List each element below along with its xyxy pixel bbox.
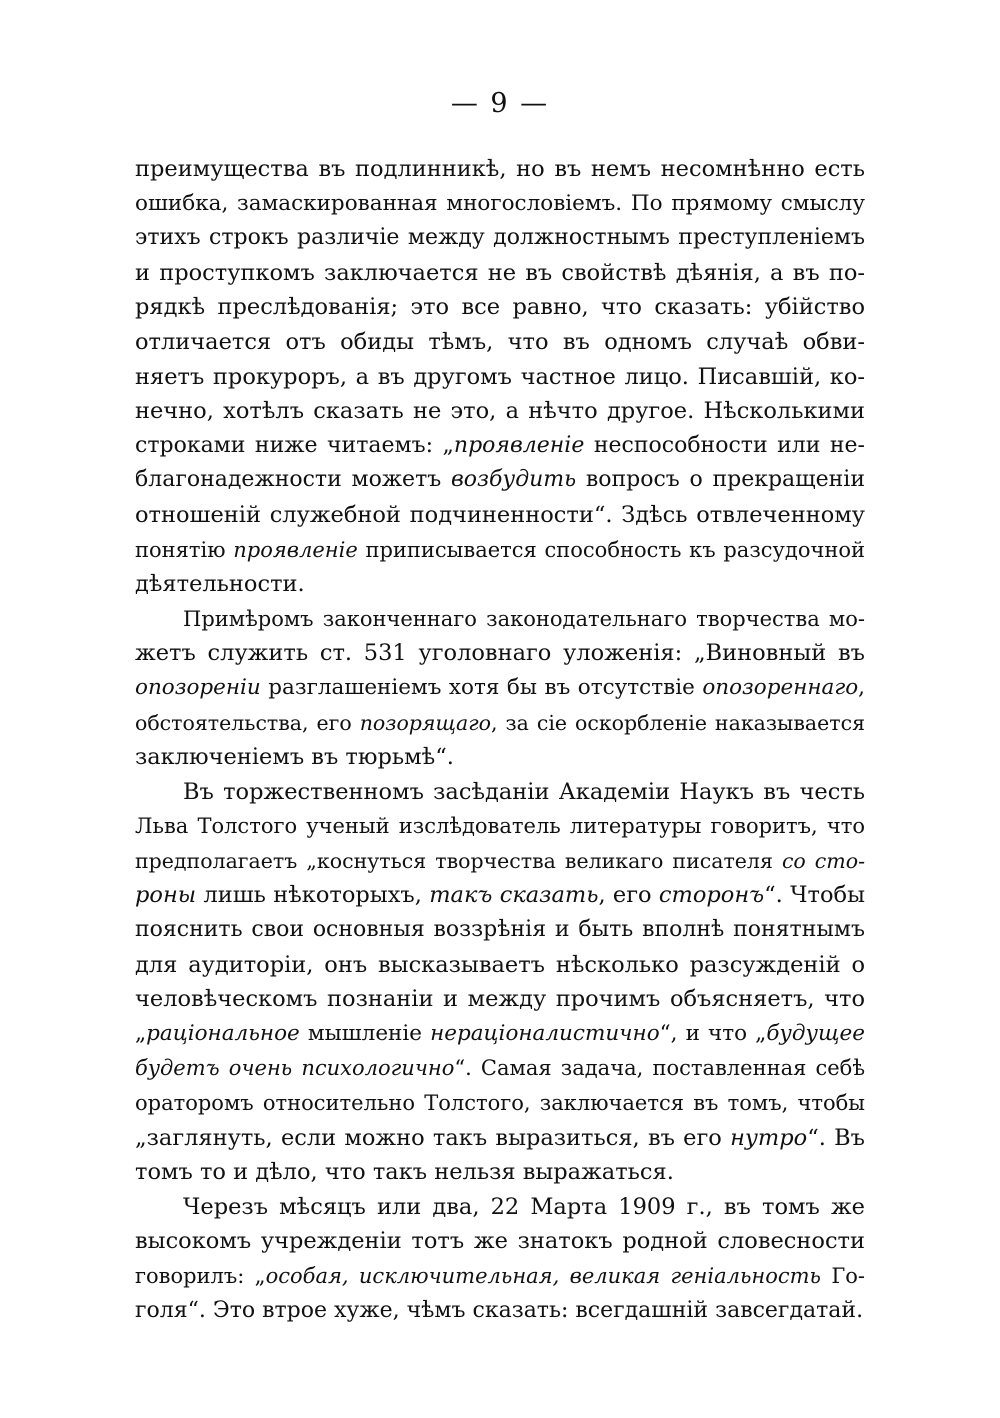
text-line: [135, 982, 865, 1017]
text-line: [135, 1121, 865, 1156]
text-span: нечно, хотѣлъ сказать не это, а нѣчто другое. Нѣсколькими: [135, 398, 865, 425]
text-span: “. Самая задача, поставленная себѣ: [454, 1056, 865, 1081]
text-span: высокомъ учрежденіи тотъ же знатокъ родной словесности: [135, 1228, 865, 1255]
italic-text: будетъ очень психологично: [135, 1056, 455, 1081]
text-line: [135, 567, 865, 602]
italic-text: опозореннаго: [702, 674, 859, 700]
text-span: предполагаетъ „коснуться творчества великаго писателя: [135, 848, 782, 873]
text-line: [135, 602, 865, 637]
text-line: [135, 290, 865, 325]
text-line: [135, 187, 865, 222]
page-number: — 9 —: [450, 88, 550, 119]
italic-text: возбудить: [450, 467, 577, 493]
text-span: пояснить свои основныя воззрѣнія и быть вполнѣ понятнымъ: [135, 917, 865, 943]
text-span: человѣческомъ познаніи и между прочимъ объясняетъ, что: [135, 986, 865, 1013]
text-span: , его: [598, 882, 659, 909]
text-span: дѣятельности.: [135, 571, 305, 598]
text-span: разглашеніемъ хотя бы въ отсутствіе: [260, 674, 703, 700]
text-line: [135, 706, 865, 741]
text-line: [135, 948, 865, 983]
text-line: [135, 1259, 865, 1294]
text-line: [135, 1086, 865, 1121]
text-line: [135, 913, 865, 948]
text-span: заключеніемъ въ тюрьмѣ“.: [135, 744, 454, 771]
italic-text: особая, исключительная, великая геніальность: [265, 1264, 821, 1288]
text-span: томъ то и дѣло, что такъ нельзя выражаться.: [135, 1159, 674, 1186]
text-line: [135, 671, 865, 706]
text-line: [135, 1224, 865, 1259]
text-span: Го-: [820, 1264, 865, 1288]
text-span: строками ниже читаемъ: „: [135, 432, 454, 458]
italic-text: проявленіе: [453, 432, 585, 458]
text-span: Примѣромъ законченнаго законодательнаго творчества мо-: [183, 606, 865, 631]
body-text: [135, 152, 865, 1328]
italic-text: проявленіе: [233, 537, 358, 562]
text-span: “. Чтобы: [764, 882, 865, 909]
text-line: [135, 325, 865, 360]
italic-text: опозореніи: [135, 674, 261, 700]
text-span: вопросъ о прекращеніи: [576, 467, 865, 493]
text-line: [135, 1155, 865, 1190]
text-span: няетъ прокуроръ, а въ другомъ частное лицо. Писавшій, ко-: [135, 363, 865, 390]
text-line: [135, 1051, 865, 1086]
text-line: [135, 221, 865, 256]
italic-text: позорящаго: [359, 710, 491, 735]
text-line: [135, 256, 865, 291]
text-span: для аудиторіи, онъ высказываетъ нѣсколько разсужденій о: [135, 951, 865, 978]
italic-text: раціональное: [146, 1020, 300, 1046]
text-span: , за сіе оскорбленіе наказывается: [490, 710, 865, 735]
text-span: Черезъ мѣсяцъ или два, 22 Марта 1909 г., въ томъ же: [183, 1193, 865, 1220]
italic-text: будущее: [766, 1020, 865, 1046]
text-line: [135, 429, 865, 464]
text-line: [135, 740, 865, 775]
italic-text: роны: [135, 882, 197, 909]
italic-text: нутро: [730, 1124, 808, 1151]
text-span: Льва Толстого ученый изслѣдователь литературы говоритъ, что: [135, 814, 865, 839]
text-span: лишь нѣкоторыхъ,: [196, 882, 430, 909]
text-line: [135, 1017, 865, 1052]
text-line: [135, 498, 865, 533]
text-span: рядкѣ преслѣдованія; это все равно, что сказать: убійство: [135, 294, 865, 321]
text-span: понятію: [135, 537, 234, 562]
text-span: ,: [858, 674, 865, 700]
text-span: “, и что „: [659, 1020, 767, 1046]
text-span: преимущества въ подлинникѣ, но въ немъ несомнѣнно есть: [135, 156, 865, 182]
text-span: голя“. Это втрое хуже, чѣмъ сказать: всегдашній завсегдатай.: [135, 1297, 864, 1323]
text-line: [135, 775, 865, 810]
text-span: приписывается способность къ разсудочной: [357, 537, 865, 562]
text-span: ошибка, замаскированная многословіемъ. По прямому смыслу: [135, 190, 865, 216]
text-span: отличается отъ обиды тѣмъ, что въ одномъ случаѣ обви-: [135, 328, 865, 355]
text-span: мышленіе: [299, 1020, 431, 1046]
text-line: [135, 533, 865, 568]
text-line: [135, 844, 865, 879]
text-span: обстоятельства, его: [135, 710, 360, 735]
text-line: [135, 360, 865, 395]
text-line: [135, 152, 865, 187]
text-span: неспособности или не-: [584, 432, 865, 458]
italic-text: такъ сказать: [429, 882, 599, 909]
text-span: благонадежности можетъ: [135, 467, 451, 493]
text-line: [135, 1190, 865, 1225]
text-span: этихъ строкъ различіе между должностнымъ преступленіемъ: [135, 225, 865, 251]
text-line: [135, 878, 865, 913]
italic-text: со сто-: [781, 848, 865, 873]
text-line: [135, 463, 865, 498]
text-span: Въ торжественномъ засѣданіи Академіи Наукъ въ честь: [183, 778, 865, 805]
text-span: ораторомъ относительно Толстого, заключается въ томъ, чтобы: [135, 1091, 865, 1116]
text-span: „: [135, 1020, 147, 1046]
text-span: жетъ служить ст. 531 уголовнаго уложенія: „Виновный въ: [135, 640, 865, 667]
text-line: [135, 636, 865, 671]
text-span: говорилъ: „: [135, 1264, 266, 1288]
text-span: „заглянуть, если можно такъ выразиться, въ его: [135, 1124, 731, 1151]
text-line: [135, 394, 865, 429]
italic-text: нераціоналистично: [430, 1020, 660, 1046]
text-line: [135, 809, 865, 844]
text-span: “. Въ: [807, 1124, 865, 1151]
text-line: [135, 1294, 865, 1329]
italic-text: сторонъ: [658, 882, 765, 909]
text-span: отношеній служебной подчиненности“. Здѣсь отвлеченному: [135, 501, 865, 528]
text-span: и проступкомъ заключается не въ свойствѣ дѣянія, а въ по-: [135, 259, 865, 286]
